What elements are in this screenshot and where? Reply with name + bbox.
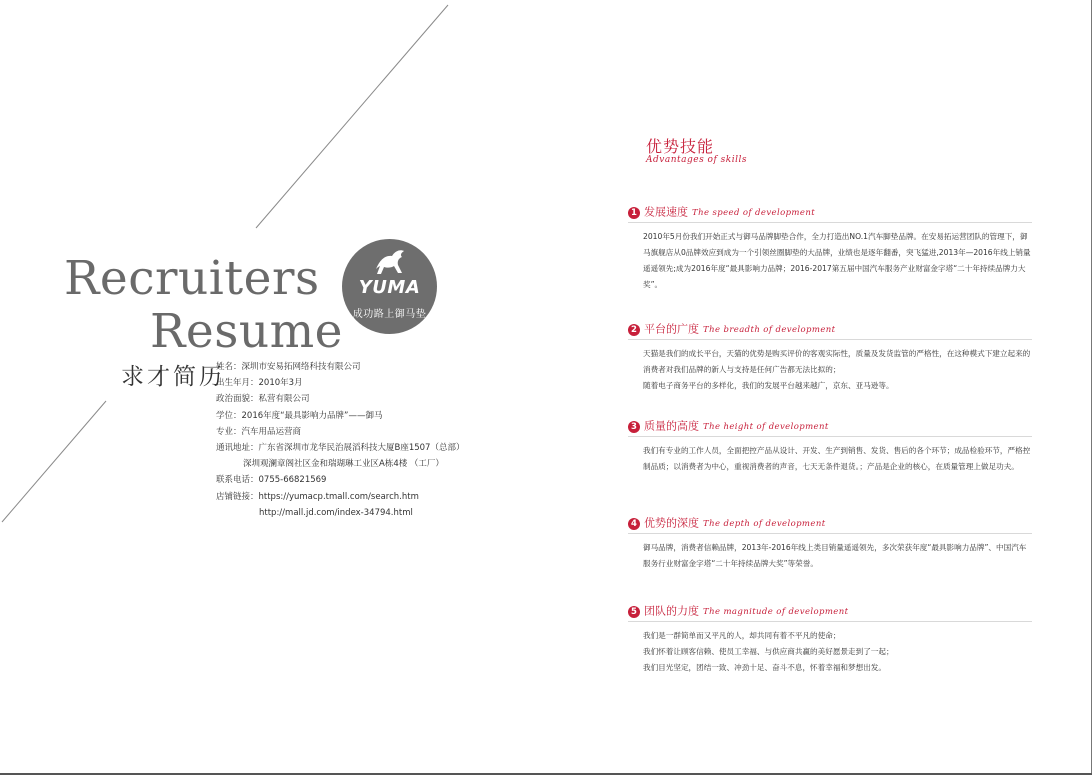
section-title-cn: 团队的力度 xyxy=(644,604,699,618)
section-paragraph: 随着电子商务平台的多样化，我们的发展平台越来越广，京东、亚马逊等。 xyxy=(643,381,894,390)
section-body xyxy=(628,628,1032,676)
section-divider xyxy=(628,621,1032,622)
section-divider xyxy=(628,533,1032,534)
company-info xyxy=(216,359,464,521)
section-title-en: The speed of development xyxy=(692,207,816,218)
skills-title: 优势技能 xyxy=(646,137,715,156)
info-phone: 联系电话：0755-66821569 xyxy=(216,475,327,486)
section-title-en: The depth of development xyxy=(703,518,826,529)
yuma-logo xyxy=(342,239,437,334)
title-chinese: 求才简历 xyxy=(121,364,225,390)
title-recruiters: Recruiters xyxy=(64,251,320,306)
info-political: 政治面貌：私营有限公司 xyxy=(216,394,310,405)
horse-icon xyxy=(372,247,408,277)
skill-section-magnitude xyxy=(628,604,1032,676)
logo-slogan: 成功路上御马垫 xyxy=(352,309,427,320)
section-number-badge: 5 xyxy=(628,606,640,618)
skills-subtitle: Advantages of skills xyxy=(646,155,747,165)
section-body xyxy=(628,443,1032,475)
section-header xyxy=(628,322,1032,336)
section-number-badge: 4 xyxy=(628,518,640,530)
section-title-cn: 发展速度 xyxy=(644,205,688,219)
section-paragraph: 我们是一群简单而又平凡的人，却共同有着不平凡的使命； xyxy=(643,631,841,640)
section-number-badge: 1 xyxy=(628,207,640,219)
section-paragraph: 天猫是我们的成长平台，天猫的优势是购买评价的客观实际性，质量及发货监管的严格性，在这种模式下建立起来的消费者对我们品牌的新人与支持是任何广告都无法比拟的； xyxy=(643,349,1031,374)
skill-section-height xyxy=(628,419,1032,475)
section-title-en: The height of development xyxy=(703,421,829,432)
section-divider xyxy=(628,436,1032,437)
section-paragraph: 我们怀着让顾客信赖、使员工幸福、与供应商共赢的美好愿景走到了一起； xyxy=(643,647,894,656)
section-paragraph: 我们有专业的工作人员，全面把控产品从设计、开发、生产到销售、发货、售后的各个环节；成品检验环节，严格控制品质；以消费者为中心，重视消费者的声音，七天无条件退货。；产品是企业的核心，在质量管理上做足功夫。 xyxy=(643,446,1031,471)
section-title-cn: 优势的深度 xyxy=(644,516,699,530)
info-birth: 出生年月：2010年3月 xyxy=(216,378,303,389)
info-degree: 学位：2016年度“最具影响力品牌”——御马 xyxy=(216,410,383,421)
section-body xyxy=(628,540,1032,572)
skill-section-breadth xyxy=(628,322,1032,394)
info-address: 通讯地址：广东省深圳市龙华民治展滔科技大厦B座1507（总部） xyxy=(216,442,465,453)
section-number-badge: 3 xyxy=(628,421,640,433)
skill-section-speed xyxy=(628,205,1032,293)
section-header xyxy=(628,419,1032,433)
section-divider xyxy=(628,339,1032,340)
section-title-cn: 质量的高度 xyxy=(644,419,699,433)
section-header xyxy=(628,604,1032,618)
section-paragraph: 御马品牌，消费者信赖品牌，2013年-2016年线上类目销量遥遥领先，多次荣获年度“最具影响力品牌”、中国汽车服务行业财富金字塔“二十年持续品牌大奖”等荣誉。 xyxy=(643,543,1027,568)
info-store-link-jd[interactable]: http://mall.jd.com/index-34794.html xyxy=(259,507,413,518)
section-title-en: The breadth of development xyxy=(703,324,836,335)
section-title-cn: 平台的广度 xyxy=(644,322,699,336)
section-paragraph: 2010年5月份我们开始正式与御马品牌脚垫合作，全力打造出NO.1汽车脚垫品牌。在安易拓运营团队的管理下，御马旗舰店从0品牌效应到成为一个引领丝圈脚垫的大品牌，业绩也是逐年翻番，突飞猛进,2013年—2016年线上销量遥遥领先;成为2016年度“最具影响力品牌；2016-2017第五届中国汽车服务产业财富金字塔“二十年持续品牌力大奖”。 xyxy=(643,232,1031,289)
section-paragraph: 我们目光坚定，团结一致、冲劲十足、奋斗不息，怀着幸福和梦想出发。 xyxy=(643,663,886,672)
section-body xyxy=(628,229,1032,293)
skill-section-depth xyxy=(628,516,1032,572)
section-divider xyxy=(628,222,1032,223)
info-address-factory: 深圳观澜章阁社区金和瑞瑚琳工业区A栋4楼 （工厂） xyxy=(243,459,444,470)
section-number-badge: 2 xyxy=(628,324,640,336)
title-resume: Resume xyxy=(150,304,343,359)
info-store-link-tmall[interactable]: 店铺链接：https://yumacp.tmall.com/search.htm xyxy=(216,491,419,502)
info-major: 专业：汽车用品运营商 xyxy=(216,426,302,437)
section-title-en: The magnitude of development xyxy=(703,606,849,617)
section-header xyxy=(628,205,1032,219)
info-name: 姓名：深圳市安易拓网络科技有限公司 xyxy=(216,362,361,372)
section-header xyxy=(628,516,1032,530)
section-body xyxy=(628,346,1032,394)
logo-brand-text: YUMA xyxy=(358,277,421,298)
